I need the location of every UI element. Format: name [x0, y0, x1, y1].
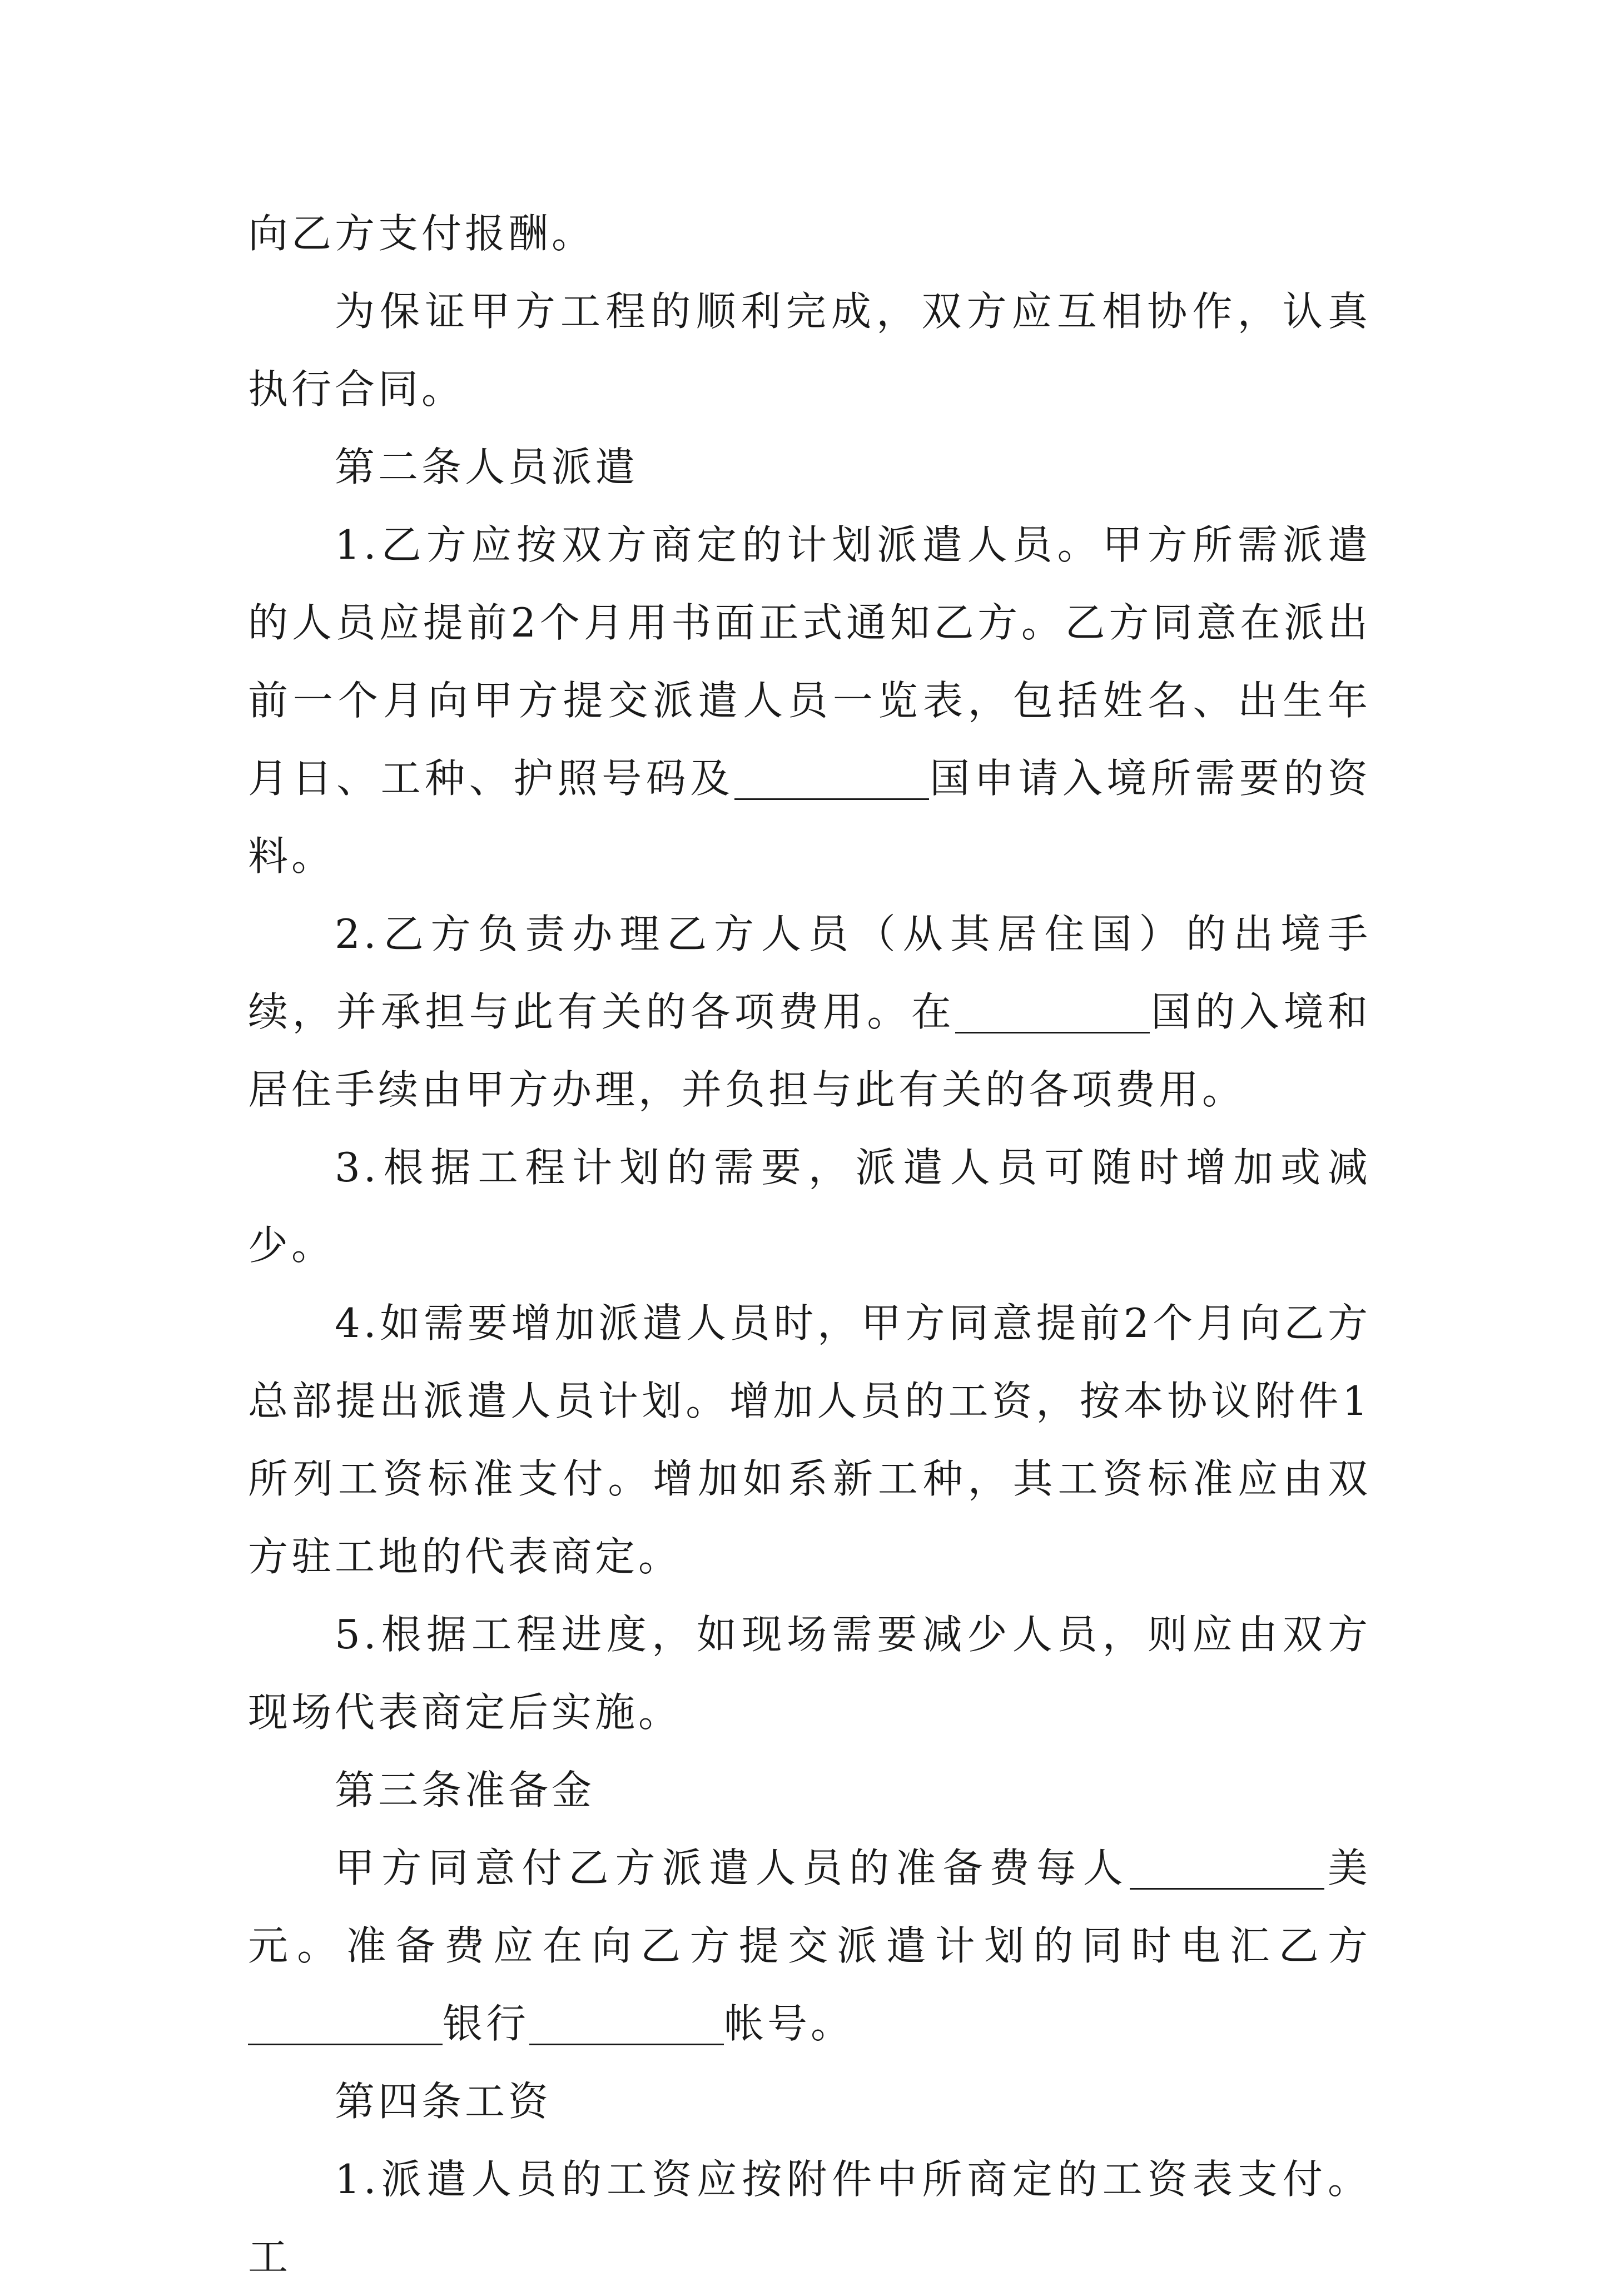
paragraph-text: 国申请入境所需要的资料。: [248, 755, 1371, 879]
paragraph-2-1: [248, 506, 1371, 895]
paragraph-2-3: [248, 1129, 1371, 1284]
paragraph-text: 银行: [443, 2000, 530, 2047]
paragraph-text: 国的入境和居住手续由甲方办理，并负担与此有关的各项费用。: [248, 988, 1371, 1113]
paragraph-text: 1.派遣人员的工资应按附件中所商定的工资表支付。工: [248, 2156, 1371, 2280]
blank-account-line: [529, 2004, 724, 2045]
paragraph-text: 美元。准备费应在向乙方提交派遣计划的同时电汇乙方: [248, 1845, 1371, 1969]
heading-text: 第四条工资: [335, 2078, 552, 2125]
paragraph-text: 向乙方支付报酬。: [248, 210, 595, 257]
paragraph-3-1: [248, 1829, 1371, 2063]
paragraph-text: 3.根据工程计划的需要，派遣人员可随时增加或减少。: [248, 1144, 1371, 1269]
paragraph-text: 帐号。: [724, 2000, 855, 2047]
blank-amount-line: [1130, 1848, 1324, 1890]
paragraph-text: 甲方同意付乙方派遣人员的准备费每人: [335, 1845, 1130, 1891]
paragraph-text: 为保证甲方工程的顺利完成，双方应互相协作，认真执行合同。: [248, 288, 1371, 413]
paragraph-2-5: [248, 1596, 1371, 1751]
paragraph-text: 2.乙方负责办理乙方人员（从其居住国）的出境手续，并承担与此有关的各项费用。在: [248, 911, 1371, 1035]
paragraph-2-4: [248, 1284, 1371, 1596]
blank-bank-line: [248, 2004, 443, 2045]
article-heading-3: [248, 1751, 1371, 1829]
document-body: [248, 195, 1371, 2296]
heading-text: 第二条人员派遣: [335, 444, 639, 490]
blank-country-line: [955, 992, 1150, 1033]
article-heading-4: [248, 2063, 1371, 2140]
paragraph-1: [248, 195, 1371, 272]
paragraph-text: 5.根据工程进度，如现场需要减少人员，则应由双方现场代表商定后实施。: [248, 1611, 1371, 1736]
paragraph-2: [248, 272, 1371, 428]
heading-text: 第三条准备金: [335, 1767, 595, 1813]
paragraph-2-2: [248, 895, 1371, 1129]
paragraph-text: 1.乙方应按双方商定的计划派遣人员。甲方所需派遣的人员应提前2个月用书面正式通知乙方。乙方同意在派出前一个月向甲方提交派遣人员一览表，包括姓名、出生年月日、工种、护照号码及: [248, 521, 1371, 802]
article-heading-2: [248, 428, 1371, 506]
paragraph-4-1: [248, 2140, 1371, 2296]
blank-country-line: [734, 758, 929, 800]
paragraph-text: 4.如需要增加派遣人员时，甲方同意提前2个月向乙方总部提出派遣人员计划。增加人员的工资，按本协议附件1所列工资标准支付。增加如系新工种，其工资标准应由双方驻工地的代表商定。: [248, 1300, 1371, 1580]
